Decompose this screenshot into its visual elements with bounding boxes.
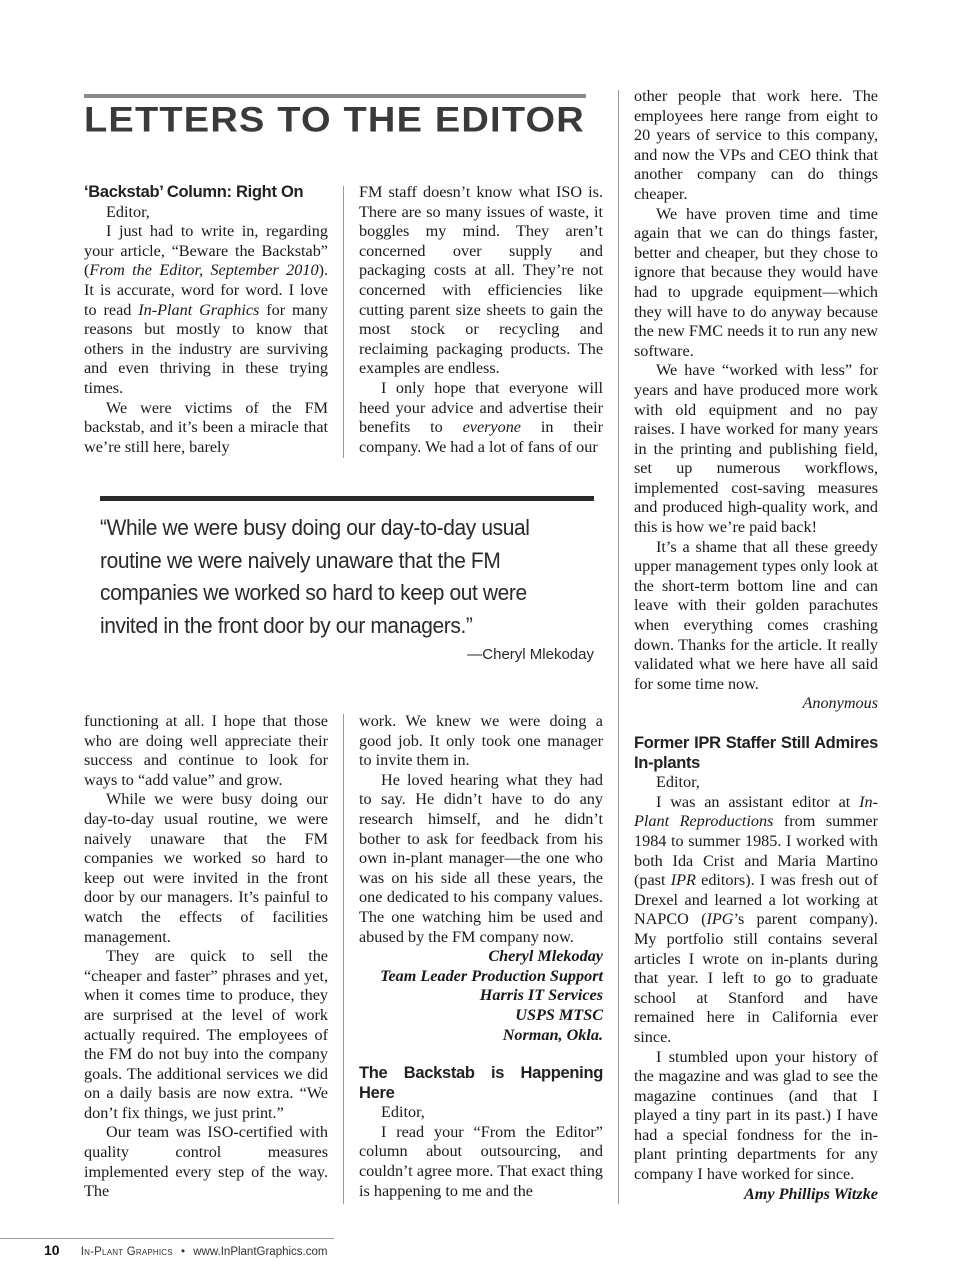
letter2-paragraph-1: I read your “From the Editor” column about outsourcing, and couldn’t agree more. That exact thing is happening to me and the bbox=[359, 1122, 603, 1200]
letter1-col2-bottom bbox=[359, 712, 603, 1201]
pullquote-text: “While we were busy doing our day-to-day usual routine we were naively unaware that the FM companies we worked so hard to keep out were invited in the front door by our managers.” bbox=[100, 515, 530, 638]
publication-name: In-Plant Graphics bbox=[80, 1246, 173, 1258]
column-divider bbox=[343, 714, 344, 1204]
letter1-col1-top bbox=[84, 183, 328, 457]
letter1-paragraph-3: I only hope that everyone will heed your advice and advertise their benefits to everyone in their company. We had a lot of fans of our bbox=[359, 378, 603, 456]
pullquote-rule bbox=[100, 496, 594, 501]
header-rule bbox=[84, 94, 586, 98]
letter1-col1-bottom bbox=[84, 712, 328, 1202]
letter1-signature-location: Norman, Okla. bbox=[502, 1025, 603, 1044]
footer-rule bbox=[0, 1238, 334, 1239]
column-3 bbox=[634, 87, 878, 1204]
letter1-heading: ‘Backstab’ Column: Right On bbox=[84, 183, 304, 201]
page-number: 10 bbox=[44, 1242, 60, 1258]
letter3-salutation: Editor, bbox=[656, 773, 700, 792]
letter2-paragraph-3: We have “worked with less” for years and have produced more work with old equipment and no pay raises. I have worked for many years in the printing and publishing field, set up numerous workflows, implemented cost-saving measures and produced high-quality work, and this is how we’re paid back! bbox=[634, 361, 878, 537]
letter1-signature-dept: USPS MTSC bbox=[515, 1005, 603, 1024]
page-footer bbox=[44, 1242, 327, 1258]
page-title: LETTERS TO THE EDITOR bbox=[84, 100, 585, 140]
letter1-signature-name: Cheryl Mlekoday bbox=[488, 947, 603, 966]
letter3-paragraph-2: I stumbled upon your history of the magazine and was glad to see the magazine continues (and that I played a tiny part in its past.) I have had a special fondness for the in-plant printing departments for any company I have worked for since. bbox=[634, 1047, 878, 1184]
letter1-signature-title: Team Leader Production Support bbox=[380, 966, 603, 985]
letter2-salutation: Editor, bbox=[381, 1103, 425, 1122]
letter1-paragraph-9: He loved hearing what they had to say. He didn’t have to do any research himself, and he didn’t bother to ask for feedback from his own in-plant manager—the one who was on his side all these years, the one dedicated to his company values. The one watching him be used and abused by the FM company now. bbox=[359, 770, 603, 946]
column-divider bbox=[618, 90, 619, 1204]
letter2-paragraph-2: We have proven time and time again that we can do things faster, better and cheaper, but they chose to ignore that because they would have had to upgrade equipment—which they will have to do anyway because the new FMC needs it to run any new software. bbox=[634, 204, 878, 360]
letter1-paragraph-2: We were victims of the FM backstab, and it’s been a miracle that we’re still here, barely bbox=[84, 398, 328, 456]
footer-url[interactable]: www.InPlantGraphics.com bbox=[193, 1246, 328, 1258]
letter2-paragraph-4: It’s a shame that all these greedy upper management types only look at the short-term bottom line and can leave with their golden parachutes when everything comes crashing down. Thanks for the article. It really validated what we here have all said for some time now. bbox=[634, 537, 878, 693]
letter1-salutation: Editor, bbox=[106, 202, 150, 221]
letter1-paragraph-7: Our team was ISO-certified with quality control measures implemented every step of the way. The bbox=[84, 1123, 328, 1201]
letter1-paragraph-5: While we were busy doing our day-to-day usual routine, we were naively unaware that the FM companies we worked so hard to keep out were invited in the front door by our managers. It’s painful to watch the effects of facilities management. bbox=[84, 790, 328, 946]
letter1-paragraph-2-continued: FM staff doesn’t know what ISO is. There are so many issues of waste, it boggles my mind. They aren’t concerned over supply and packaging costs at all. They’re not concerned with efficiencies like cutting parent size sheets to gain the most stock or recycling and reclaiming packaging products. The examples are endless. bbox=[359, 183, 603, 378]
letter1-paragraph-6: They are quick to sell the “cheaper and faster” phrases and yet, when it comes time to produce, they are surprised at the level of work actually required. The employees of the FM do not buy into the company goals. The additional services we did on a daily basis are now extra. “We don’t fix things, we just print.” bbox=[84, 947, 328, 1122]
letter3-signature: Amy Phillips Witzke bbox=[743, 1184, 878, 1203]
letter1-col2-top bbox=[359, 183, 603, 457]
letter1-paragraph-1: I just had to write in, regarding your article, “Beware the Backstab” (From the Editor, September 2010). It is accurate, word for word. I love to read In-Plant Graphics for many reasons but mostly to know that others in the industry are surviving and even thriving in these trying times. bbox=[84, 222, 328, 397]
letter1-signature-company: Harris IT Services bbox=[479, 986, 603, 1005]
letter2-paragraph-1-continued: other people that work here. The employees here range from eight to 20 years of service to this company, and now the VPs and CEO think that another company can do things cheaper. bbox=[634, 87, 878, 203]
pullquote-attribution: —Cheryl Mlekoday bbox=[467, 646, 594, 663]
letter3-heading: Former IPR Staffer Still Admires In-plants bbox=[634, 734, 878, 772]
footer-bullet: • bbox=[181, 1246, 186, 1258]
letter2-signature: Anonymous bbox=[802, 694, 878, 713]
letter3-paragraph-1: I was an assistant editor at In-Plant Reproductions from summer 1984 to summer 1985. I worked with both Ida Crist and Maria Martino (past IPR editors). I was fresh out of Drexel and learned a lot working at NAPCO (IPG’s parent company). My portfolio still contains several articles I wrote on in-plants during that year. I left to go to graduate school at Stanford and have remained here in California ever since. bbox=[634, 792, 878, 1046]
letter1-paragraph-4: functioning at all. I hope that those who are doing well appreciate their success and continue to look for ways to “add value” and grow. bbox=[84, 712, 328, 789]
letter2-heading: The Backstab is Happening Here bbox=[359, 1064, 603, 1102]
column-divider bbox=[343, 186, 344, 458]
letter1-paragraph-8: work. We knew we were doing a good job. It only took one manager to invite them in. bbox=[359, 712, 603, 770]
